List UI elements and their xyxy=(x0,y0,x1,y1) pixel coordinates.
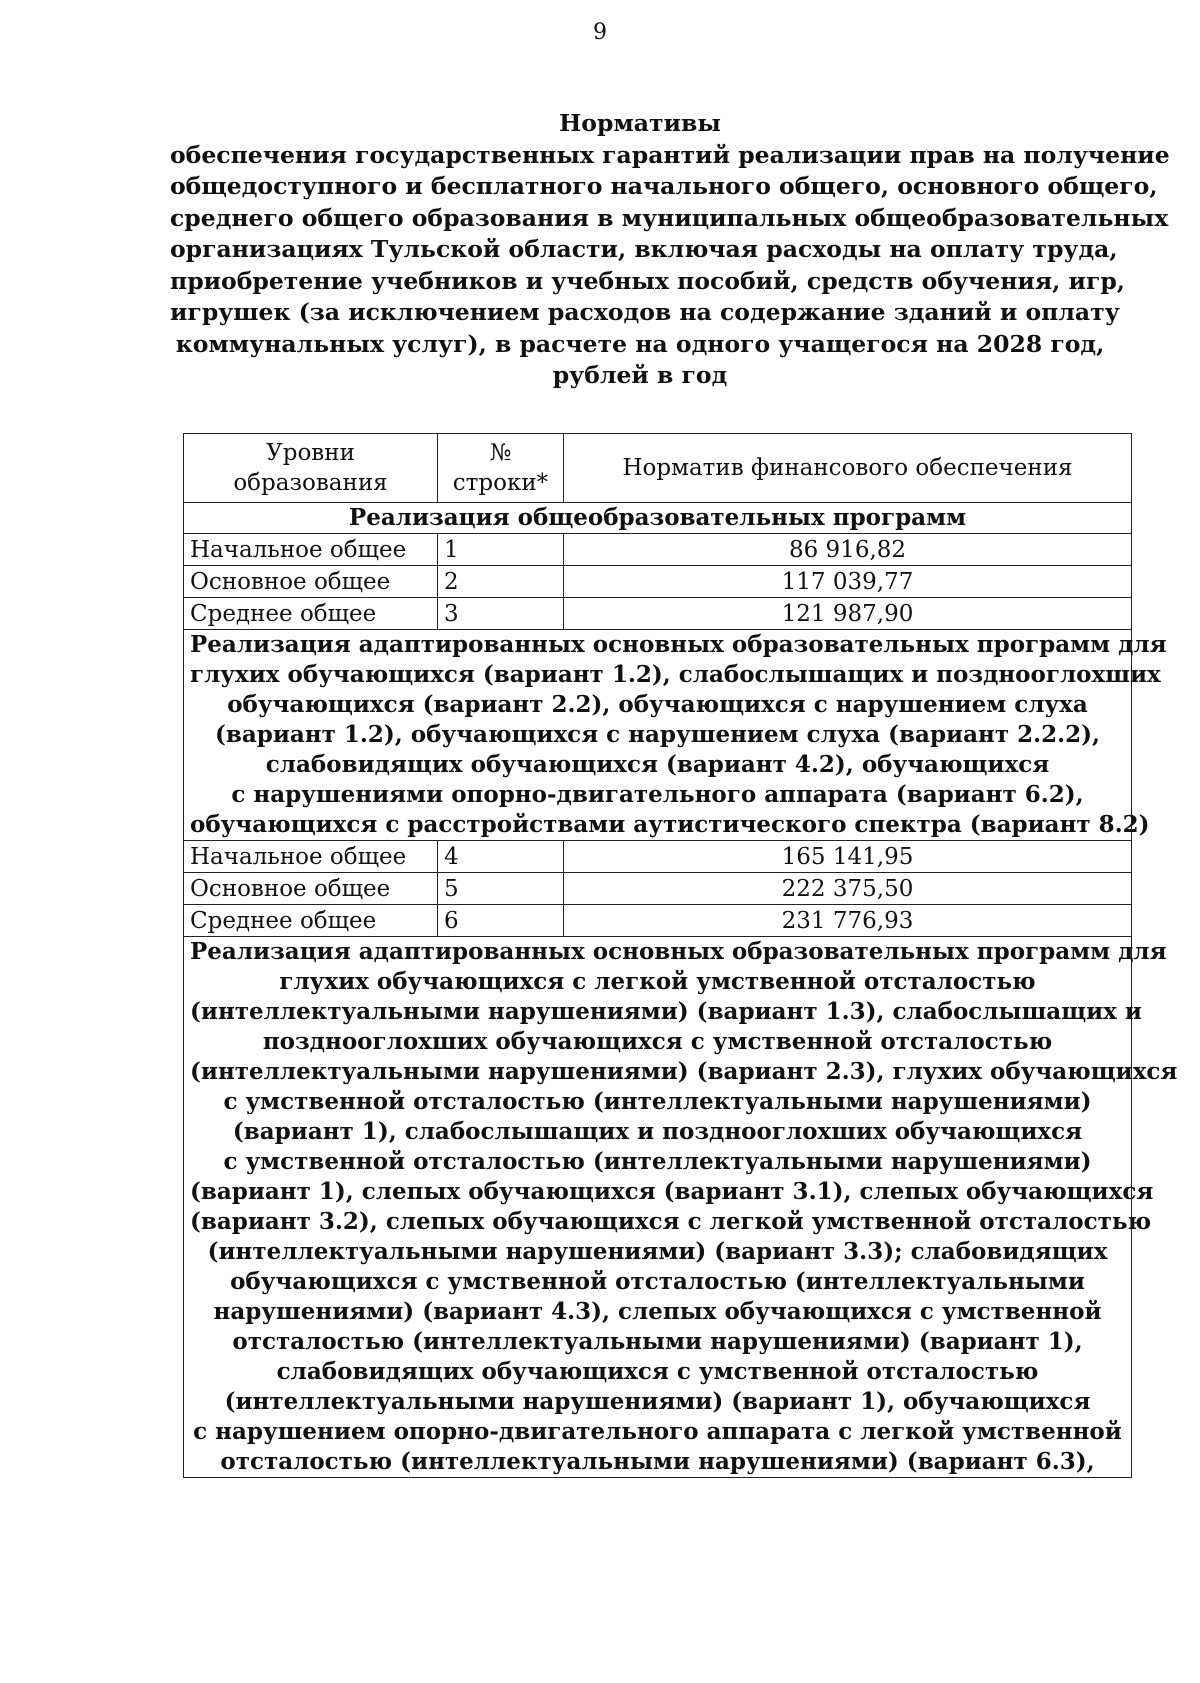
section-title-line: Реализация адаптированных основных образовательных программ для xyxy=(190,631,1167,658)
section-title xyxy=(184,503,1132,534)
section-title-line: с нарушениями опорно-двигательного аппарата (вариант 6.2), xyxy=(231,781,1084,808)
section-title-line: (вариант 1.2), обучающихся с нарушением слуха (вариант 2.2.2), xyxy=(214,721,1100,748)
header-row-number xyxy=(438,434,564,503)
row-number-cell: 4 xyxy=(438,841,564,873)
section-title-line: (интеллектуальными нарушениями) (вариант 1.3), слабослышащих и xyxy=(190,998,1142,1025)
section-title-line: позднооглохших обучающихся с умственной отсталостью xyxy=(262,1028,1053,1055)
title-line: общедоступного и бесплатного начального общего, основного общего, xyxy=(170,172,1158,200)
section-title-line: с нарушением опорно-двигательного аппарата с легкой умственной xyxy=(193,1418,1122,1445)
document-title xyxy=(170,108,1170,392)
section-title-line: глухих обучающихся с легкой умственной отсталостью xyxy=(279,968,1036,995)
section-row xyxy=(184,937,1132,1478)
norm-value-cell: 121 987,90 xyxy=(564,598,1132,630)
title-line: рублей в год xyxy=(552,361,728,389)
section-title-line: (интеллектуальными нарушениями) (вариант 1), обучающихся xyxy=(224,1388,1091,1415)
section-title-line: Реализация адаптированных основных образовательных программ для xyxy=(190,938,1167,965)
section-title-line: с умственной отсталостью (интеллектуальными нарушениями) xyxy=(223,1088,1092,1115)
row-number-cell: 3 xyxy=(438,598,564,630)
section-title-line: (интеллектуальными нарушениями) (вариант 3.3); слабовидящих xyxy=(207,1238,1108,1265)
section-title-line: обучающихся с расстройствами аутистического спектра (вариант 8.2) xyxy=(190,811,1150,838)
norm-value-cell: 165 141,95 xyxy=(564,841,1132,873)
section-title-line: обучающихся с умственной отсталостью (интеллектуальными xyxy=(230,1268,1085,1295)
section-title-line: (вариант 3.2), слепых обучающихся с легкой умственной отсталостью xyxy=(190,1208,1152,1235)
section-title-line: Реализация общеобразовательных программ xyxy=(348,504,967,531)
section-title-line: слабовидящих обучающихся с умственной отсталостью xyxy=(276,1358,1039,1385)
table-row xyxy=(184,905,1132,937)
section-title-line: отсталостью (интеллектуальными нарушениями) (вариант 6.3), xyxy=(220,1448,1095,1475)
level-cell: Начальное общее xyxy=(184,534,438,566)
title-line: обеспечения государственных гарантий реализации прав на получение xyxy=(170,140,1170,169)
section-title-line: с умственной отсталостью (интеллектуальными нарушениями) xyxy=(223,1148,1092,1175)
row-number-cell: 5 xyxy=(438,873,564,905)
title-line: игрушек (за исключением расходов на содержание зданий и оплату xyxy=(170,298,1120,326)
header-level-line2: образования xyxy=(233,470,388,496)
row-number-cell: 6 xyxy=(438,905,564,937)
level-cell: Основное общее xyxy=(184,566,438,598)
norm-value-cell: 222 375,50 xyxy=(564,873,1132,905)
title-heading: Нормативы xyxy=(559,109,721,137)
section-title-line: нарушениями) (вариант 4.3), слепых обучающихся с умственной xyxy=(213,1298,1102,1325)
header-row-number-line1: № xyxy=(489,440,512,466)
section-title xyxy=(184,937,1178,1478)
section-row xyxy=(184,630,1132,841)
section-title xyxy=(184,630,1167,841)
title-line: организациях Тульской области, включая расходы на оплату труда, xyxy=(170,235,1118,263)
level-cell: Основное общее xyxy=(184,873,438,905)
page-number: 9 xyxy=(593,20,607,45)
section-title-line: (вариант 1), слабослышащих и позднооглохших обучающихся xyxy=(232,1118,1083,1145)
table-row xyxy=(184,841,1132,873)
section-row xyxy=(184,503,1132,534)
title-line: приобретение учебников и учебных пособий, средств обучения, игр, xyxy=(170,266,1125,295)
norm-value-cell: 86 916,82 xyxy=(564,534,1132,566)
level-cell: Начальное общее xyxy=(184,841,438,873)
table-row xyxy=(184,566,1132,598)
title-line: среднего общего образования в муниципальных общеобразовательных xyxy=(170,203,1169,232)
section-title-line: слабовидящих обучающихся (вариант 4.2), обучающихся xyxy=(265,751,1050,778)
row-number-cell: 1 xyxy=(438,534,564,566)
row-number-cell: 2 xyxy=(438,566,564,598)
title-line: коммунальных услуг), в расчете на одного учащегося на 2028 год, xyxy=(175,329,1105,358)
section-title-line: обучающихся (вариант 2.2), обучающихся с нарушением слуха xyxy=(227,691,1088,718)
level-cell: Среднее общее xyxy=(184,598,438,630)
table-row xyxy=(184,534,1132,566)
table-row xyxy=(184,873,1132,905)
section-title-line: глухих обучающихся (вариант 1.2), слабослышащих и позднооглохших xyxy=(190,661,1161,688)
section-title-line: (вариант 1), слепых обучающихся (вариант 3.1), слепых обучающихся xyxy=(190,1178,1154,1205)
header-level xyxy=(184,434,438,503)
header-level-line1: Уровни xyxy=(266,440,355,466)
level-cell: Среднее общее xyxy=(184,905,438,937)
table-row xyxy=(184,598,1132,630)
header-row-number-line2: строки* xyxy=(452,470,549,496)
norm-value-cell: 231 776,93 xyxy=(564,905,1132,937)
section-title-line: отсталостью (интеллектуальными нарушениями) (вариант 1), xyxy=(232,1328,1083,1355)
norm-value-cell: 117 039,77 xyxy=(564,566,1132,598)
norms-table xyxy=(183,433,1178,1478)
table-header-row xyxy=(184,434,1132,503)
section-title-line: (интеллектуальными нарушениями) (вариант 2.3), глухих обучающихся xyxy=(190,1058,1178,1085)
header-norm: Норматив финансового обеспечения xyxy=(564,434,1132,503)
